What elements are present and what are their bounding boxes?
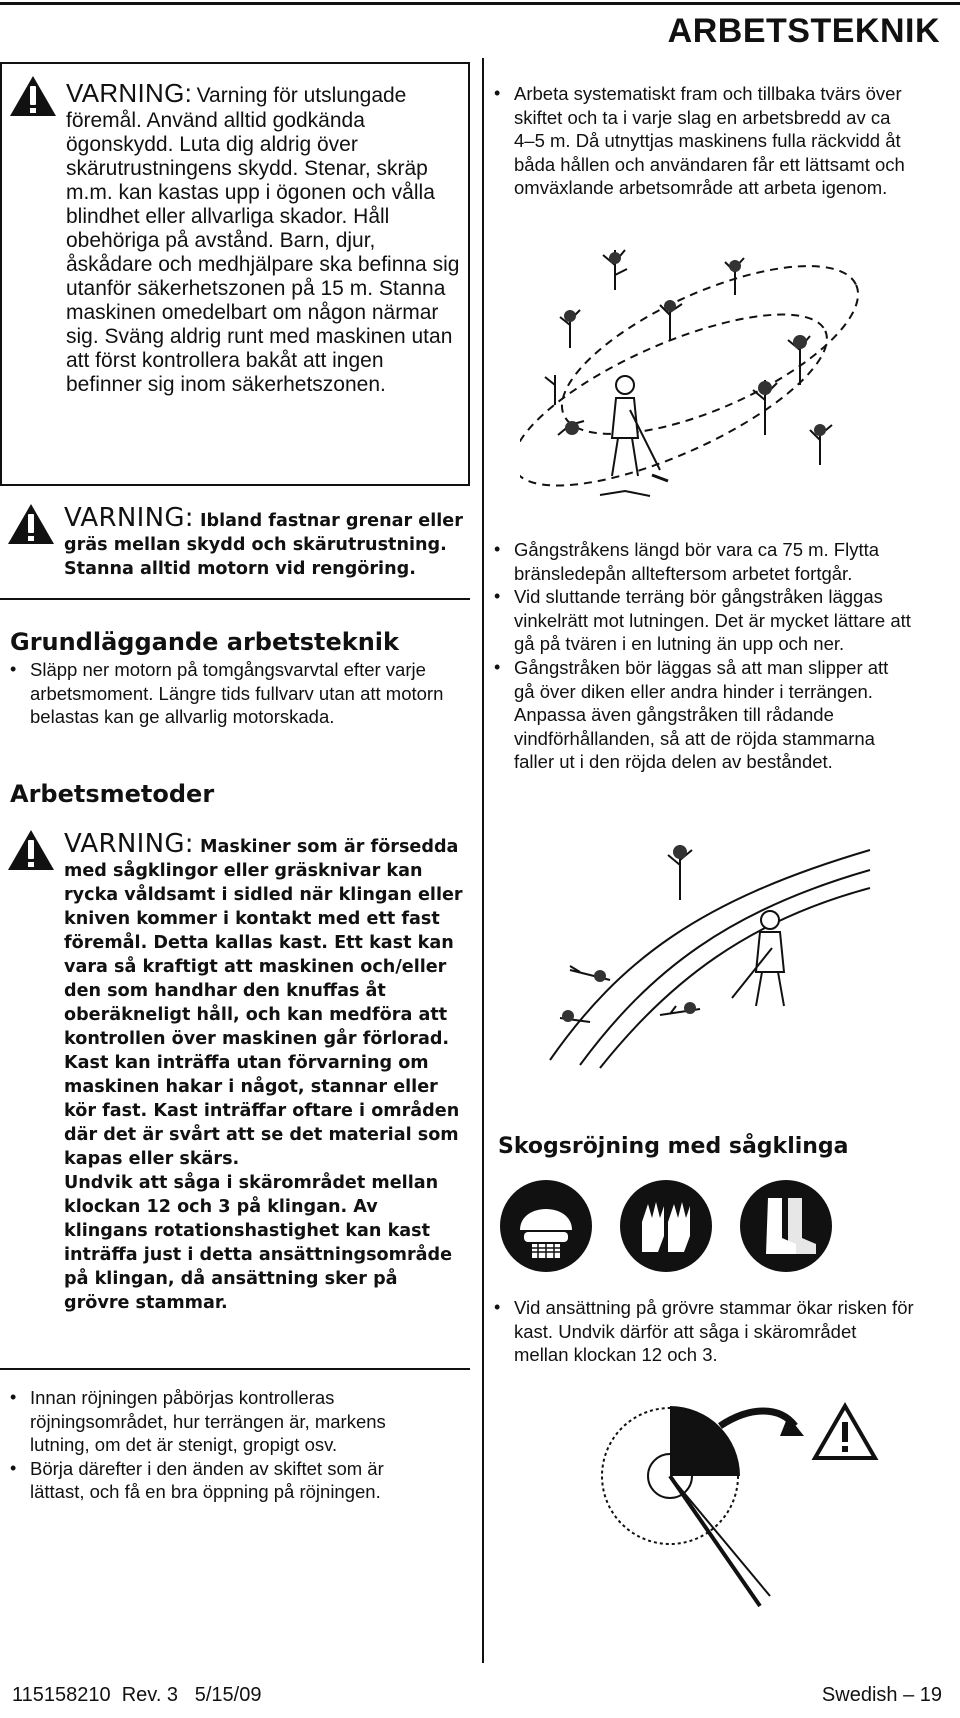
- footer-page-number: Swedish – 19: [821, 1684, 942, 1706]
- gloves-icon: [618, 1178, 714, 1274]
- list-item: • Arbeta systematiskt fram och tillbaka tvärs över skiftet och ta i varje slag en arbetsbredd av ca 4–5 m. Då utnyttjas maskinens fulla räckvidd åt båda hållen och användaren får ett lättsamt och omväxlande arbetsområde att arbeta igenom.: [494, 82, 914, 200]
- warning-text: Varning för utslungade föremål. Använd alltid godkända ögonskydd. Luta dig aldrig över skärutrustningens skydd. Stenar, skräp m.m. kan kastas upp i ögonen och vålla blindhet eller allvarliga skador. Håll obehöriga på avstånd. Barn, djur, åskådare och medhjälpare ska befinna sig utanför säkerhetszonen på 15 m. Stanna maskinen omedelbart om någon närmar sig. Sväng aldrig runt med maskinen utan att först kontrollera bakåt att ingen befinner sig inom säkerhetszonen.: [66, 84, 460, 396]
- warning-block-kickback: [0, 826, 470, 1370]
- warning-label: VARNING:: [64, 503, 194, 533]
- list-item: • Innan röjningen påbörjas kontrolleras röjningsområdet, hur terrängen är, markens lutning, om det är stenigt, gropigt osv.: [10, 1386, 442, 1457]
- walking-lanes-illustration: [540, 840, 880, 1070]
- work-pattern-illustration: [520, 240, 880, 510]
- warning-block-clogging: [0, 500, 470, 600]
- warning-label: VARNING:: [66, 78, 193, 108]
- list-item: • Vid sluttande terräng bör gångstråken läggas vinkelrätt mot lutningen. Det är mycket lättare att gå på tvären i en lutning än upp och ner.: [494, 585, 914, 656]
- ppe-icons: [498, 1178, 838, 1274]
- list-item: • Gångstråken bör läggas så att man slipper att gå över diken eller andra hinder i terrängen. Anpassa även gångstråken till rådande vindförhållanden, så att de röjda stammarna faller ut i den röjda delen av beståndet.: [494, 656, 914, 774]
- heading-basic-technique: Grundläggande arbetsteknik: [10, 628, 399, 656]
- warning-box-thrown-objects: [0, 62, 470, 486]
- warning-triangle-icon: [6, 828, 56, 872]
- warning-triangle-icon: [6, 502, 56, 546]
- basic-technique-list: [10, 658, 450, 729]
- list-item: • Gångstråkens längd bör vara ca 75 m. Flytta bränsledepån allteftersom arbetet fortgår.: [494, 538, 914, 585]
- method-list: [10, 1386, 442, 1504]
- list-item: • Börja därefter i den änden av skiftet som är lättast, och få en bra öppning på röjningen.: [10, 1457, 442, 1504]
- heading-forest-clearing: Skogsröjning med sågklinga: [498, 1134, 849, 1159]
- heading-work-methods: Arbetsmetoder: [10, 780, 215, 808]
- list-item: • Vid ansättning på grövre stammar ökar risken för kast. Undvik därför att såga i skärområdet mellan klockan 12 och 3.: [494, 1296, 914, 1367]
- right-bottom-list: [494, 1296, 914, 1367]
- boots-icon: [738, 1178, 834, 1274]
- warning-text: Ibland fastnar grenar eller gräs mellan skydd och skärutrustning. Stanna alltid motorn vid rengöring.: [64, 511, 463, 579]
- warning-text: Maskiner som är försedda med sågklingor eller gräsknivar kan rycka våldsamt i sidled när klingan eller kniven kommer i kontakt med ett fast föremål. Detta kallas kast. Ett kast kan vara så kraftigt att maskinen och/eller den som handhar den knuffas åt oberäkneligt håll, och kan medföra att kontrollen över maskinen går förlorad. Kast kan inträffa utan förvarning om maskinen hakar i något, stannar eller kör fast. Kast inträffar oftare i områden där det är svårt att se det material som kapas eller skärs.: [64, 837, 463, 1169]
- column-divider: [482, 58, 484, 1663]
- helmet-icon: [498, 1178, 594, 1274]
- top-rule: [0, 2, 960, 5]
- right-mid-list: [494, 538, 914, 774]
- footer-doc-info: 115158210 Rev. 3 5/15/09: [12, 1684, 262, 1706]
- page-title: ARBETSTEKNIK: [667, 12, 940, 50]
- warning-label: VARNING:: [64, 829, 194, 859]
- warning-text-2: Undvik att såga i skärområdet mellan klockan 12 och 3 på klingan. Av klingans rotationshastighet kan kast inträffa just i detta ansättningsområde på klingan, då ansättning sker på grövre stammar.: [64, 1173, 453, 1313]
- right-top-list: [494, 82, 914, 200]
- list-item: • Släpp ner motorn på tomgångsvarvtal efter varje arbetsmoment. Längre tids fullvarv utan att motorn belastas kan ge allvarlig motorskada.: [10, 658, 450, 729]
- saw-blade-kickback-illustration: [600, 1396, 900, 1636]
- warning-triangle-icon: [8, 74, 58, 118]
